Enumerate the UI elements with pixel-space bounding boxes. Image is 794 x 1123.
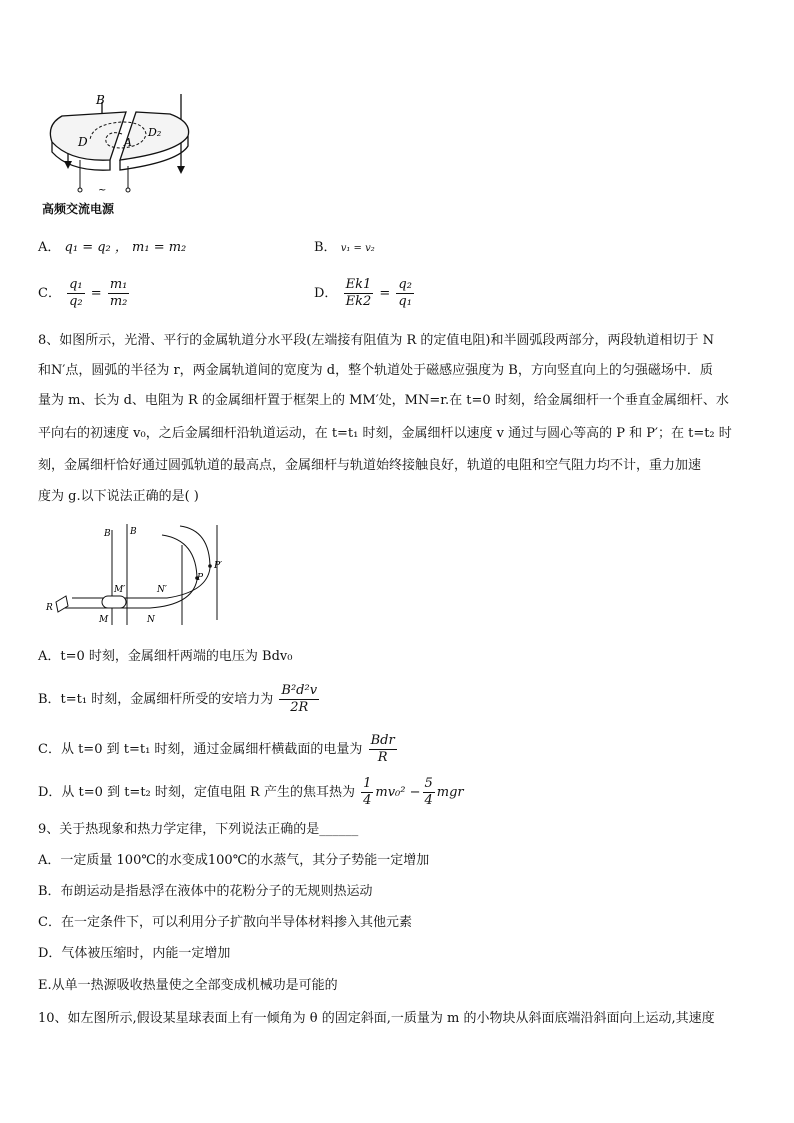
- q8-option-d: D．从 t=0 到 t=t₂ 时刻，定值电阻 R 产生的焦耳热为 $\frac{1}{4}$ mv₀² − $\frac{5}{4}$ mgr: [38, 776, 464, 808]
- q8-line-1: 8、如图所示，光滑、平行的金属轨道分水平段(左端接有阻值为 R 的定值电阻)和半圆弧段两部分，两段轨道相切于 N: [38, 333, 714, 348]
- label-p: P: [197, 573, 204, 583]
- label-d2: D₂: [148, 126, 162, 139]
- q10-stem: 10、如左图所示,假设某星球表面上有一倾角为 θ 的固定斜面,一质量为 m 的小物块从斜面底端沿斜面向上运动,其速度: [38, 1011, 715, 1026]
- q8-line-6: 度为 g.以下说法正确的是( ): [38, 489, 199, 504]
- q7-option-d: D． $\frac{Ek1}{Ek2}$ = $\frac{\text{q₂}}{\text{q₁}}$: [314, 277, 412, 309]
- label-mp: M′: [114, 585, 126, 595]
- label-a: A: [124, 136, 132, 149]
- q7-option-a: A． q₁ = q₂ ， m₁ = m₂: [38, 240, 187, 255]
- q9-option-e: E.从单一热源吸收热量使之全部变成机械功是可能的: [38, 978, 338, 993]
- q8-option-b: B．t=t₁ 时刻，金属细杆所受的安培力为 $\frac{\text{B²d²v}}{2R}$: [38, 683, 318, 715]
- label-b1: B: [104, 529, 111, 539]
- label-n: N: [147, 615, 155, 625]
- label-r: R: [46, 603, 53, 613]
- q8-option-c: C．从 t=0 到 t=t₁ 时刻，通过金属细杆横截面的电量为 $\frac{\text{Bdr}}{R}$: [38, 733, 395, 765]
- label-b: B: [96, 93, 105, 107]
- label-b2: B: [130, 527, 137, 537]
- q7-option-c: C． $\frac{\text{q₁}}{\text{q₂}}$ = $\frac{\text{m₁}}{\text{m₂}}$: [38, 277, 128, 309]
- q8-line-2: 和N′点，圆弧的半径为 r，两金属轨道间的宽度为 d，整个轨道处于磁感应强度为 B，方向竖直向上的匀强磁场中．质: [38, 363, 713, 378]
- label-pp: P′: [214, 561, 223, 571]
- q8-line-3: 量为 m、长为 d、电阻为 R 的金属细杆置于框架上的 MM′处，MN=r.在 t=0 时刻，给金属细杆一个垂直金属细杆、水: [38, 393, 729, 408]
- q9-option-d: D．气体被压缩时，内能一定增加: [38, 946, 231, 961]
- q9-option-b: B．布朗运动是指悬浮在液体中的花粉分子的无规则热运动: [38, 884, 373, 899]
- label-d1: D: [78, 135, 88, 149]
- q9-stem: 9、关于热现象和热力学定律，下列说法正确的是______: [38, 822, 359, 837]
- rails-figure: [42, 520, 242, 635]
- q7-option-b: B． v₁ = v₂: [314, 240, 375, 255]
- q8-line-4: 平向右的初速度 v₀，之后金属细杆沿轨道运动，在 t=t₁ 时刻，金属细杆以速度 v 通过与圆心等高的 P 和 P′；在 t=t₂ 时: [38, 426, 732, 441]
- figure-caption: 高频交流电源: [42, 202, 115, 216]
- svg-text:~: ~: [98, 185, 107, 196]
- q8-line-5: 刻，金属细杆恰好通过圆弧轨道的最高点，金属细杆与轨道始终接触良好，轨道的电阻和空气阻力均不计，重力加速: [38, 458, 702, 473]
- q9-option-c: C．在一定条件下，可以利用分子扩散向半导体材料掺入其他元素: [38, 915, 412, 930]
- label-m: M: [99, 615, 109, 625]
- q9-option-a: A．一定质量 100℃的水变成100℃的水蒸气，其分子势能一定增加: [38, 853, 430, 868]
- label-np: N′: [157, 585, 167, 595]
- q8-option-a: A．t=0 时刻，金属细杆两端的电压为 Bdv₀: [38, 649, 293, 664]
- cyclotron-figure: [40, 90, 200, 220]
